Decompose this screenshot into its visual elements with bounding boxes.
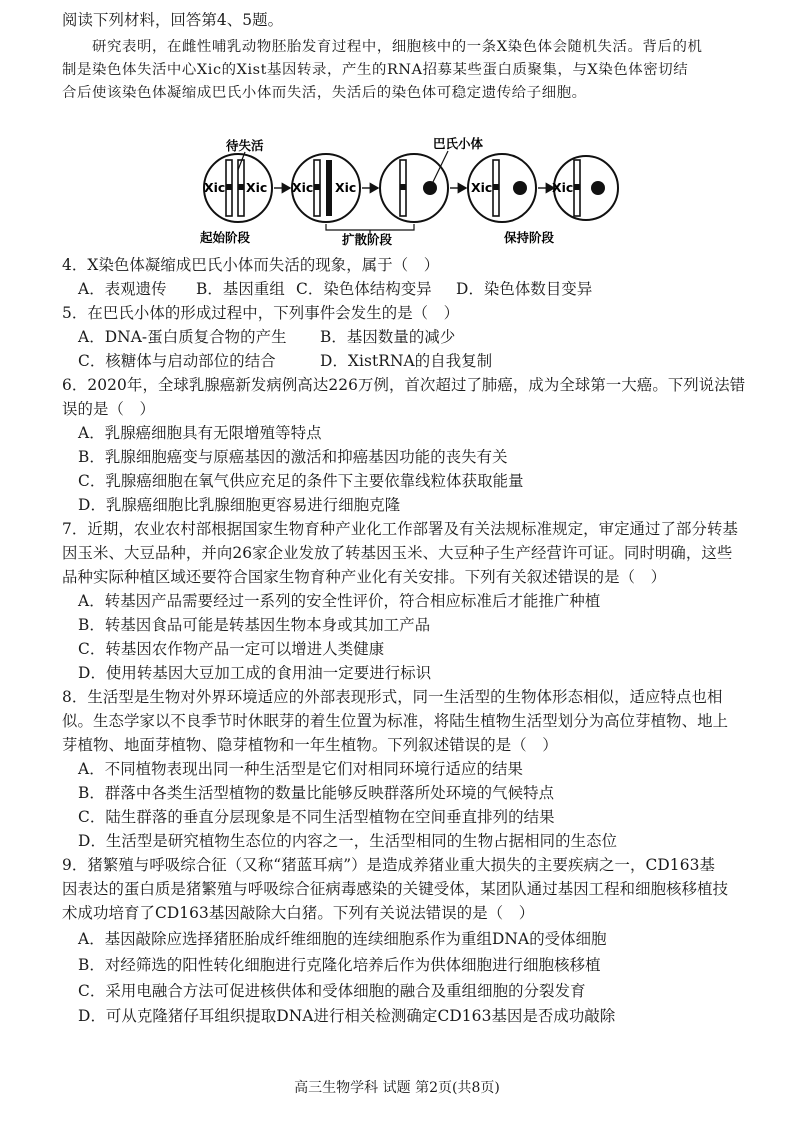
svg-text:Xic: Xic — [246, 180, 268, 195]
q7-option-a[interactable]: A．转基因产品需要经过一系列的安全性评价，符合相应标准后才能推广种植 — [78, 592, 601, 610]
q8-option-c[interactable]: C．陆生群落的垂直分层现象是不同生活型植物在空间垂直排列的结果 — [78, 808, 555, 826]
question-8-stem-2: 似。生态学家以不良季节时休眠芽的着生位置为标准，将陆生植物生活型划分为高位芽植物、地上 — [62, 712, 729, 730]
label-barr-body: 巴氏小体 — [433, 136, 484, 151]
label-to-inactivate: 待失活 — [226, 138, 264, 153]
q7-option-c[interactable]: C．转基因农作物产品一定可以增进人类健康 — [78, 640, 385, 658]
question-8-stem-3: 芽植物、地面芽植物、隐芽植物和一年生植物。下列叙述错误的是（ ） — [62, 736, 558, 754]
question-6-stem-1: 6．2020年，全球乳腺癌新发病例高达226万例，首次超过了肺癌，成为全球第一大癌。下列说法错 — [62, 376, 746, 394]
q6-option-b[interactable]: B．乳腺细胞癌变与原癌基因的激活和抑癌基因功能的丧失有关 — [78, 448, 508, 466]
q9-option-b[interactable]: B．对经筛选的阳性转化细胞进行克隆化培养后作为供体细胞进行细胞核移植 — [78, 956, 601, 974]
cell-2 — [292, 154, 360, 222]
q5-option-b[interactable]: B．基因数量的减少 — [320, 328, 456, 346]
cell-4 — [468, 154, 536, 222]
x-inactivation-diagram — [190, 136, 620, 246]
question-5-options-row2 — [78, 350, 778, 373]
q8-option-b[interactable]: B．群落中各类生活型植物的数量比能够反映群落所处环境的气候特点 — [78, 784, 555, 802]
question-8-stem-1: 8．生活型是生物对外界环境适应的外部表现形式，同一生活型的生物体形态相似，适应特点也相 — [62, 688, 723, 706]
question-5-options-row1 — [78, 326, 778, 349]
question-9-stem-2: 因表达的蛋白质是猪繁殖与呼吸综合征病毒感染的关键受体，某团队通过基因工程和细胞核移植技 — [62, 880, 729, 898]
q5-option-c[interactable]: C．核糖体与启动部位的结合 — [78, 352, 276, 370]
q9-option-a[interactable]: A．基因敲除应选择猪胚胎成纤维细胞的连续细胞系作为重组DNA的受体细胞 — [78, 930, 607, 948]
cell-3 — [380, 154, 448, 222]
label-spreading-stage: 扩散阶段 — [342, 232, 393, 246]
label-initiation-stage: 起始阶段 — [200, 230, 251, 245]
q5-option-a[interactable]: A．DNA-蛋白质复合物的产生 — [78, 328, 287, 346]
question-4-stem: 4．X染色体凝缩成巴氏小体而失活的现象，属于（ ） — [62, 256, 440, 274]
passage-line-3: 合后使该染色体凝缩成巴氏小体而失活，失活后的染色体可稳定遗传给子细胞。 — [62, 85, 587, 101]
question-9-stem-3: 术成功培育了CD163基因敲除大白猪。下列有关说法错误的是（ ） — [62, 904, 535, 922]
q6-option-c[interactable]: C．乳腺癌细胞在氧气供应充足的条件下主要依靠线粒体获取能量 — [78, 472, 524, 490]
q7-option-d[interactable]: D．使用转基因大豆加工成的食用油一定要进行标识 — [78, 664, 432, 682]
q8-option-a[interactable]: A．不同植物表现出同一种生活型是它们对相同环境行适应的结果 — [78, 760, 523, 778]
q6-option-a[interactable]: A．乳腺癌细胞具有无限增殖等特点 — [78, 424, 322, 442]
svg-text:Xic: Xic — [292, 180, 314, 195]
q8-option-d[interactable]: D．生活型是研究植物生态位的内容之一，生活型相同的生物占据相同的生态位 — [78, 832, 618, 850]
question-9-stem-1: 9．猪繁殖与呼吸综合征（又称“猪蓝耳病”）是造成养猪业重大损失的主要疾病之一，CD163基 — [62, 856, 715, 874]
label-maintenance-stage: 保持阶段 — [504, 230, 555, 245]
question-6-stem-2: 误的是（ ） — [62, 400, 155, 418]
reading-instruction: 阅读下列材料，回答第4、5题。 — [62, 11, 284, 29]
passage-line-1: 研究表明，在雌性哺乳动物胚胎发育过程中，细胞核中的一条X染色体会随机失活。背后的机 — [92, 39, 703, 55]
question-5-stem: 5．在巴氏小体的形成过程中，下列事件会发生的是（ ） — [62, 304, 460, 322]
question-4-options — [78, 278, 778, 301]
svg-text:Xic: Xic — [552, 180, 574, 195]
q7-option-b[interactable]: B．转基因食品可能是转基因生物本身或其加工产品 — [78, 616, 431, 634]
question-7-stem-3: 品种实际种植区域还要符合国家生物育种产业化有关安排。下列有关叙述错误的是（ ） — [62, 568, 667, 586]
question-7-stem-2: 因玉米、大豆品种，并向26家企业发放了转基因玉米、大豆种子生产经营许可证。同时明确，这些 — [62, 544, 733, 562]
q4-option-c[interactable]: C．染色体结构变异 — [296, 280, 432, 298]
q4-option-a[interactable]: A．表观遗传 — [78, 280, 167, 298]
q6-option-d[interactable]: D．乳腺癌细胞比乳腺细胞更容易进行细胞克隆 — [78, 496, 401, 514]
cell-5 — [552, 156, 618, 220]
question-7-stem-1: 7．近期，农业农村部根据国家生物育种产业化工作部署及有关法规标准规定，审定通过了部分转基 — [62, 520, 738, 538]
cell-1 — [204, 154, 272, 222]
passage-line-2: 制是染色体失活中心Xic的Xist基因转录，产生的RNA招募某些蛋白质聚集，与X染色体密切结 — [62, 62, 689, 78]
q5-option-d[interactable]: D．XistRNA的自我复制 — [320, 352, 493, 370]
page-footer: 高三生物学科 试题 第2页(共8页) — [294, 1080, 500, 1096]
q9-option-c[interactable]: C．采用电融合方法可促进核供体和受体细胞的融合及重组细胞的分裂发育 — [78, 982, 586, 1000]
q4-option-b[interactable]: B．基因重组 — [196, 280, 285, 298]
q4-option-d[interactable]: D．染色体数目变异 — [456, 280, 593, 298]
svg-text:Xic: Xic — [471, 180, 493, 195]
q9-option-d[interactable]: D．可从克隆猪仔耳组织提取DNA进行相关检测确定CD163基因是否成功敲除 — [78, 1007, 616, 1025]
svg-text:Xic: Xic — [335, 180, 357, 195]
svg-text:Xic: Xic — [204, 180, 226, 195]
